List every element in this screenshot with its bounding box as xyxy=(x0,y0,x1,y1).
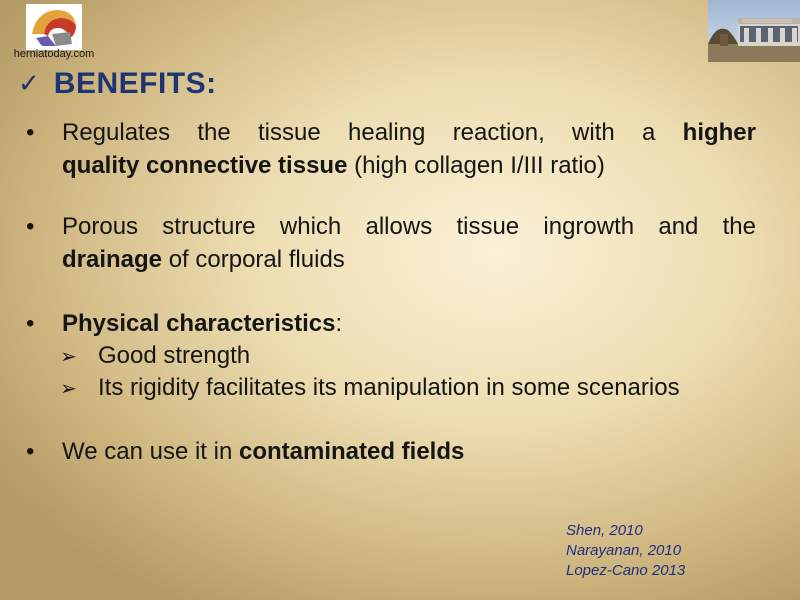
reference-item: Lopez-Cano 2013 xyxy=(566,562,686,579)
bullet-dot: • xyxy=(26,119,35,146)
logo-icon xyxy=(26,4,82,50)
bullet-text-part: We can use it in xyxy=(62,438,233,465)
bullet-text-part: of corporal fluids xyxy=(168,246,345,273)
checkmark-icon: ✓ xyxy=(18,69,40,99)
bullet-text xyxy=(62,435,756,468)
bullet-item-2 xyxy=(26,210,756,276)
bullet-text-part: (high collagen I/III ratio) xyxy=(354,152,605,179)
logo-text: herniatoday.com xyxy=(13,48,95,60)
bullet-text xyxy=(62,210,756,276)
hospital-building-icon xyxy=(708,0,800,62)
reference-item: Shen, 2010 xyxy=(566,522,643,539)
arrow-bullet-icon: ➢ xyxy=(60,344,77,368)
bullet-line xyxy=(62,116,756,149)
bullet-text-bold: quality connective tissue xyxy=(62,152,348,179)
herniatoday-logo xyxy=(4,2,104,62)
slide-title: BENEFITS: xyxy=(53,67,217,100)
bullet-item-3 xyxy=(26,307,756,340)
reference-item: Narayanan, 2010 xyxy=(566,542,682,559)
arrow-bullet-icon: ➢ xyxy=(60,376,77,400)
bullet-text-bold: drainage xyxy=(62,246,163,273)
bullet-dot: • xyxy=(26,438,35,465)
bullet-dot: • xyxy=(26,213,35,240)
sub-bullet-2 xyxy=(60,372,680,404)
bullet-text-part: : xyxy=(335,310,343,337)
references xyxy=(566,521,685,581)
bullet-text-bold: contaminated fields xyxy=(238,438,465,465)
bullet-line xyxy=(62,243,756,276)
slide-heading xyxy=(18,64,217,104)
bullet-item-4 xyxy=(26,435,756,468)
bullet-text xyxy=(62,116,756,182)
bullet-text-part: Regulates the tissue healing reaction, with a xyxy=(62,119,656,146)
sub-bullet-1 xyxy=(60,340,250,372)
bullet-text-bold: higher xyxy=(682,119,756,146)
sub-bullet-text: Good strength xyxy=(98,342,251,369)
bullet-text-bold: Physical characteristics xyxy=(62,310,336,337)
bullet-line: Porous structure which allows tissue ingrowth and the xyxy=(62,213,756,240)
bullet-text xyxy=(62,307,756,340)
bullet-item-1 xyxy=(26,116,756,182)
sub-bullet-text: Its rigidity facilitates its manipulation in some scenarios xyxy=(98,374,680,401)
bullet-dot: • xyxy=(26,310,35,337)
hospital-photo xyxy=(708,0,800,62)
bullet-line xyxy=(62,149,756,182)
